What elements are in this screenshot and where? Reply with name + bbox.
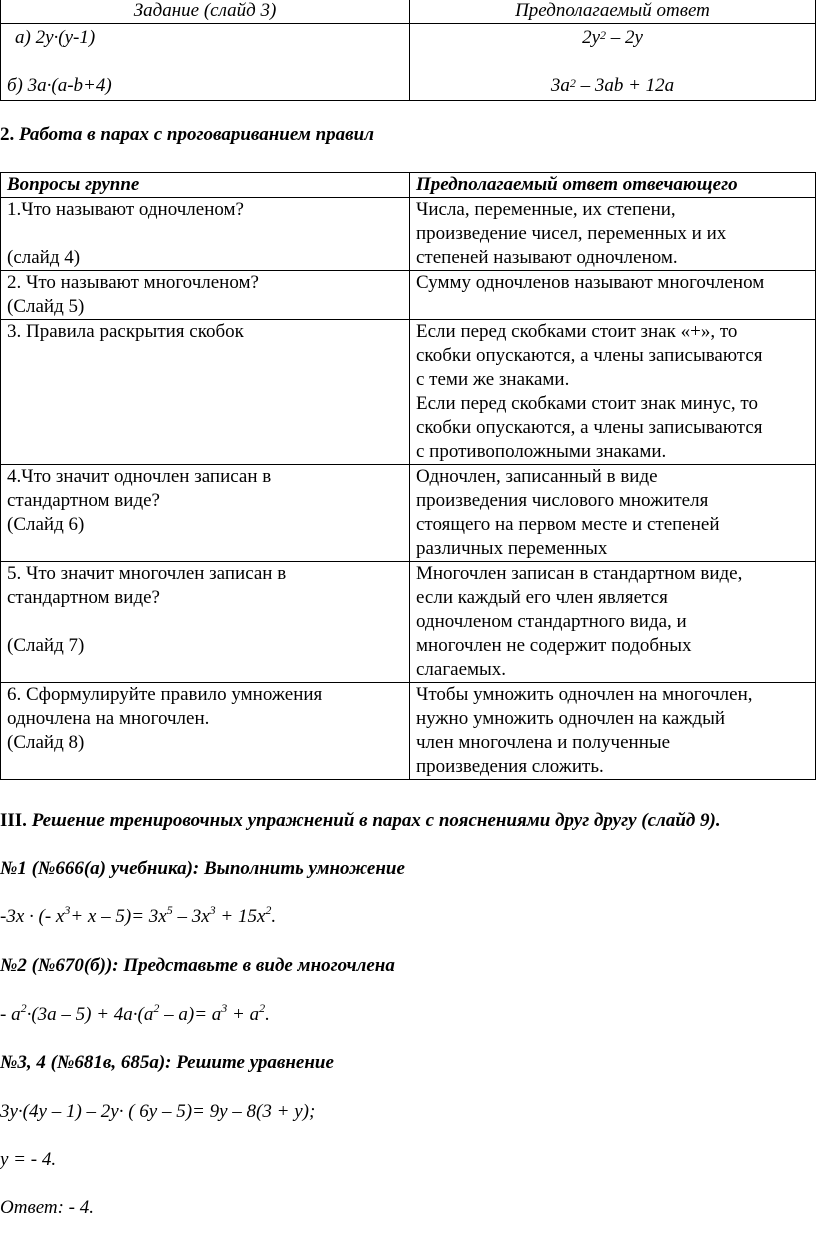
exercise2-title: №2 (№670(б)): Представьте в виде многочлена — [0, 955, 395, 976]
task-table-row — [1, 24, 816, 101]
task-a: а) 2у·(у-1) — [15, 27, 96, 48]
task-cell — [1, 24, 410, 101]
exercise3-equation: 3у·(4у – 1) – 2у· ( 6у – 5)= 9у – 8(3 + у); — [0, 1101, 316, 1122]
answer-b: $3а^2 - 3аb + 12а$ — [550, 75, 675, 96]
section2-heading: 2. Работа в парах с проговариванием правил — [0, 124, 374, 145]
exercise2-expression: - $а^2\cdot(3а - 5) + 4а\cdot(а^2 - а)= а^3 + а^2$. — [0, 1001, 270, 1025]
answer-cell — [410, 24, 816, 101]
exercise1-expression: -3х · (- $х^3+ х - 5)= 3х^5 - 3х^3 + 15х^2$. — [0, 903, 277, 927]
answer-header: Предполагаемый ответ — [410, 0, 816, 24]
exercise1-title: №1 (№666(а) учебника): Выполнить умножение — [0, 858, 405, 879]
section3-heading: III. Решение тренировочных упражнений в парах с пояснениями друг другу (слайд 9). — [0, 810, 721, 831]
task-header: Задание (слайд 3) — [1, 0, 410, 24]
exercise3-title: №3, 4 (№681в, 685а): Решите уравнение — [0, 1052, 334, 1073]
task-table — [0, 0, 816, 101]
answer-a: $2у^2 - 2у$ — [582, 27, 643, 48]
table-row: 3. Правила раскрытия скобок Если перед скобками стоит знак «+», то скобки опускаются, а члены записываются с теми же знаками. Если перед скобками стоит знак минус, то скобки опускаются, а члены записываются с противоположными знаками. — [1, 320, 816, 465]
questions-header: Вопросы группе — [1, 173, 410, 198]
table-row: 4.Что значит одночлен записан в стандартном виде? (Слайд 6) Одночлен, записанный в виде произведения числового множителя стоящего на первом месте и степеней различных переменных — [1, 465, 816, 562]
answers-header: Предполагаемый ответ отвечающего — [410, 173, 816, 198]
task-table-header — [1, 0, 816, 24]
table-row: 1.Что называют одночленом? (слайд 4) Числа, переменные, их степени, произведение чисел, переменных и их степеней называют одночленом. — [1, 198, 816, 271]
exercise3-answer: Ответ: - 4. — [0, 1197, 94, 1218]
table-row: 6. Сформулируйте правило умножения одночлена на многочлен. (Слайд 8) Чтобы умножить одночлен на многочлен, нужно умножить одночлен на каждый член многочлена и полученные произведения сложить. — [1, 683, 816, 780]
exercise3-result: у = - 4. — [0, 1149, 57, 1170]
table-row: 5. Что значит многочлен записан в стандартном виде? (Слайд 7) Многочлен записан в стандартном виде, если каждый его член является одночленом стандартного вида, и многочлен не содержит подобных слагаемых. — [1, 562, 816, 683]
task-b: б) 3а·(а-b+4) — [7, 75, 112, 96]
qa-table — [0, 172, 816, 780]
table-row: 2. Что называют многочленом? (Слайд 5) Сумму одночленов называют многочленом — [1, 271, 816, 320]
qa-table-header — [1, 173, 816, 198]
